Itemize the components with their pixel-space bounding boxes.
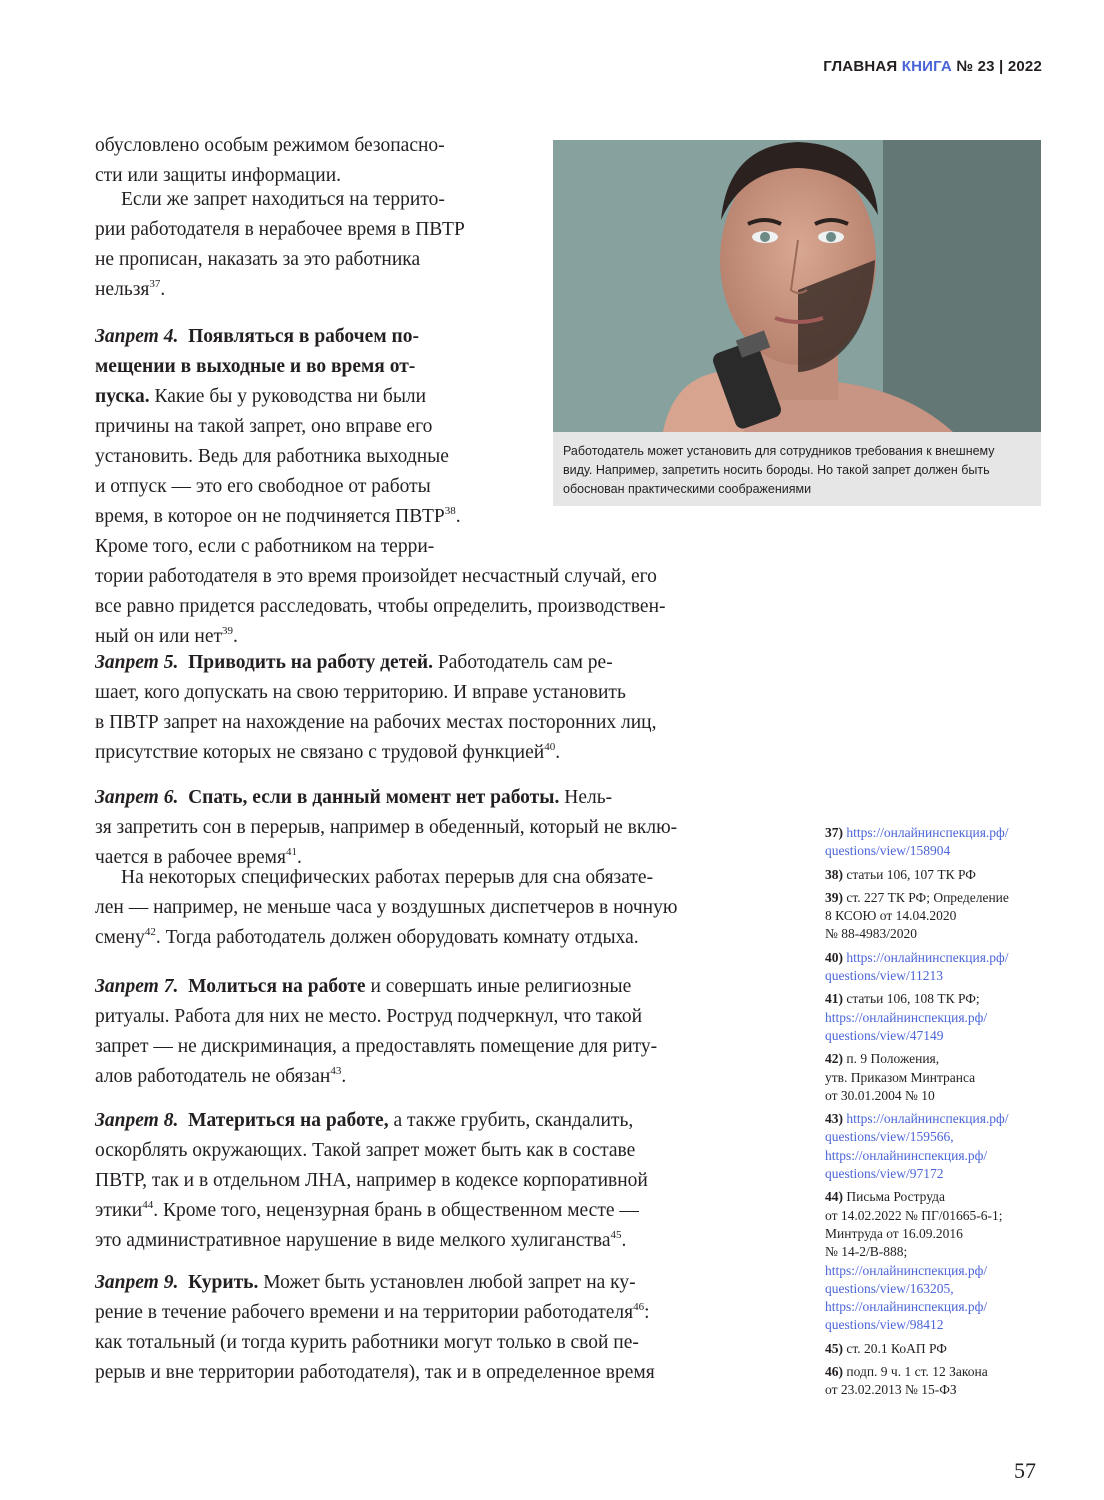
text-line: На некоторых специфических работах перерыв для сна обязате- xyxy=(121,867,654,888)
paragraph-ban-8: Запрет 8. Материться на работе, а также грубить, скандалить, оскорблять окружающих. Такой запрет может быть как в составе ПВТР, так и в отдельном ЛНА, например в кодексе корпоративной этики$^{44}$. Кроме того, нецензурная брань в общественном месте — это административное нарушение в виде мелкого хулиганства$^{45}$. xyxy=(95,1110,648,1251)
ban-title: Курить. xyxy=(188,1272,259,1293)
text-line: тории работодателя в это время произойдет несчастный случай, его xyxy=(95,566,657,587)
text-line: время, в которое он не подчиняется ПВТР xyxy=(95,506,445,527)
footnote-link[interactable]: https://онлайнинспекция.рф/ xyxy=(825,1299,988,1315)
footnote-link[interactable]: https://онлайнинспекция.рф/ xyxy=(825,1262,988,1278)
text-line: не прописан, наказать за это работника xyxy=(95,249,421,270)
text-line: зя запретить сон в перерыв, например в обеденный, который не вклю- xyxy=(95,817,678,838)
text-line: . Кроме того, нецензурная брань в общественном месте — xyxy=(153,1200,639,1221)
footnote xyxy=(825,1050,1055,1105)
text-line: рение в течение рабочего времени и на территории работодателя xyxy=(95,1302,634,1323)
footnote-number: 37) xyxy=(825,825,843,840)
footnote-ref[interactable]: 40 xyxy=(544,740,556,753)
paragraph-ban-6: Запрет 6. Спать, если в данный момент нет работы. Нель- зя запретить сон в перерыв, например в обеденный, который не вклю- чается в рабочее время$^{41}$. xyxy=(95,787,678,868)
footnote xyxy=(825,990,1055,1045)
ban-title: мещении в выходные и во время от- xyxy=(95,356,416,377)
text-line: смену xyxy=(95,927,145,948)
ban-number: Запрет 4. xyxy=(95,326,179,347)
footnote-link[interactable]: questions/view/11213 xyxy=(825,968,943,984)
footnote-text: № 88-4983/2020 xyxy=(825,926,918,942)
footnote-link[interactable]: https://онлайнинспекция.рф/ xyxy=(825,1009,988,1025)
text-line: лен — например, не меньше часа у воздушных диспетчеров в ночную xyxy=(95,897,678,918)
paragraph-security xyxy=(95,131,445,191)
text-line: Нель- xyxy=(564,787,613,808)
footnote-ref[interactable]: 39 xyxy=(222,624,233,637)
ban-title: Материться на работе, xyxy=(188,1110,389,1131)
text-line: а также грубить, скандалить, xyxy=(393,1110,634,1131)
photo-caption xyxy=(553,432,1041,506)
footnote-link[interactable]: https://онлайнинспекция.рф/ xyxy=(846,1111,1009,1127)
footnote-text: Письма Роструда xyxy=(846,1189,945,1205)
footnote-text: ст. 20.1 КоАП РФ xyxy=(846,1340,947,1356)
ban-number: Запрет 6. xyxy=(95,787,179,808)
footnote-link[interactable]: questions/view/98412 xyxy=(825,1317,944,1333)
text-line: Работодатель сам ре- xyxy=(437,652,613,673)
issue-number: № 23 | 2022 xyxy=(951,58,1042,75)
text-line: все равно придется расследовать, чтобы определить, производствен- xyxy=(95,596,666,617)
footnote-number: 43) xyxy=(825,1111,843,1127)
text-line: Если же запрет находиться на террито- xyxy=(121,189,445,210)
ban-number: Запрет 5. xyxy=(95,652,179,673)
footnote-ref[interactable]: 42 xyxy=(144,925,156,938)
text-line: Какие бы у руководства ни были xyxy=(154,386,427,407)
ban-title: Молиться на работе xyxy=(188,976,366,997)
text-line: ПВТР, так и в отдельном ЛНА, например в кодексе корпоративной xyxy=(95,1170,648,1191)
text-line: как тотальный (и тогда курить работники могут только в свой пе- xyxy=(95,1332,639,1353)
paragraph-ban-9 xyxy=(95,1268,655,1388)
footnote-ref[interactable]: 45 xyxy=(610,1228,622,1241)
text-line: нельзя xyxy=(95,279,150,300)
text-line: алов работодатель не обязан xyxy=(95,1066,331,1087)
text-line: и совершать иные религиозные xyxy=(370,976,632,997)
text-line: ритуалы. Работа для них не место. Роструд подчеркнул, что такой xyxy=(95,1006,643,1027)
footnote-text: 8 КСОЮ от 14.04.2020 xyxy=(825,908,957,924)
footnote xyxy=(825,1110,1055,1183)
caption-line: обоснован практическими соображениями xyxy=(563,482,812,496)
ban-title: Приводить на работу детей. xyxy=(188,652,434,673)
footnote xyxy=(825,866,1055,884)
footnote-number: 45) xyxy=(825,1340,843,1356)
paragraph-ban-4: Запрет 4. Появляться в рабочем по- мещении в выходные и во время от- пуска. Какие бы у руководства ни были причины на такой запрет, оно вправе его установить. Ведь для работника выходные и отпуск — это его свободное от работы время, в которое он не подчиняется ПВТР$^{38}$. Кроме того, если с работником на терри- тории работодателя в это время произойдет несчастный случай, его все равно придется расследовать, чтобы определить, производствен- ный он или нет$^{39}$. xyxy=(95,326,666,647)
caption-line: Работодатель может установить для сотрудников требования к внешнему xyxy=(563,444,995,458)
text-line: рии работодателя в нерабочее время в ПВТР xyxy=(95,219,465,240)
footnote-number: 42) xyxy=(825,1051,843,1067)
footnote xyxy=(825,949,1055,986)
footnote-ref[interactable]: 44 xyxy=(142,1198,154,1211)
page-number: 57 xyxy=(1014,1458,1036,1483)
footnote-number: 39) xyxy=(825,889,843,905)
footnote-text: статьи 106, 107 ТК РФ xyxy=(846,866,976,882)
ban-number: Запрет 9. xyxy=(95,1272,179,1293)
footnote xyxy=(825,889,1055,944)
text-line: присутствие которых не связано с трудовой функцией xyxy=(95,742,545,763)
text-line: установить. Ведь для работника выходные xyxy=(95,446,449,467)
footnote xyxy=(825,1188,1055,1334)
footnote-number: 38) xyxy=(825,866,843,882)
article-photo xyxy=(553,140,1041,432)
footnote-text: от 30.01.2004 № 10 xyxy=(825,1087,935,1103)
text-line: этики xyxy=(95,1200,143,1221)
caption-line: виду. Например, запретить носить бороды. Но такой запрет должен быть xyxy=(563,463,990,477)
running-header xyxy=(823,58,1042,75)
footnotes-column xyxy=(825,824,1055,1405)
footnote-link[interactable]: questions/view/97172 xyxy=(825,1166,944,1182)
ban-number: Запрет 8. xyxy=(95,1110,179,1131)
footnote-text: от 23.02.2013 № 15-ФЗ xyxy=(825,1382,957,1398)
bearded-man-shaving-image xyxy=(553,140,1041,432)
text-line: оскорблять окружающих. Такой запрет может быть как в составе xyxy=(95,1140,636,1161)
footnote-number: 44) xyxy=(825,1189,843,1205)
paragraph-sleep-break xyxy=(95,863,677,953)
text-line: в ПВТР запрет на нахождение на рабочих местах посторонних лиц, xyxy=(95,712,657,733)
ban-title: пуска. xyxy=(95,386,150,407)
footnote-link[interactable]: questions/view/158904 xyxy=(825,843,951,859)
footnote-text: утв. Приказом Минтранса xyxy=(825,1069,976,1085)
text-line: сти или защиты информации. xyxy=(95,165,342,186)
footnote-ref[interactable]: 38 xyxy=(444,504,456,517)
footnote-link[interactable]: https://онлайнинспекция.рф/ xyxy=(846,825,1009,840)
footnote-number: 40) xyxy=(825,949,843,965)
footnote-text: Минтруда от 16.09.2016 xyxy=(825,1225,963,1241)
ban-title: Появляться в рабочем по- xyxy=(188,326,419,347)
magazine-title: ГЛАВНАЯ xyxy=(823,58,902,75)
paragraph-offhours: Если же запрет находиться на террито- рии работодателя в нерабочее время в ПВТР не прописан, наказать за это работника нельзя$^{37}$. xyxy=(95,185,465,305)
text-line: обусловлено особым режимом безопасно- xyxy=(95,135,445,156)
footnote-number: 46) xyxy=(825,1364,843,1380)
text-line: запрет — не дискриминация, а предоставлять помещение для риту- xyxy=(95,1036,658,1057)
footnote-number: 41) xyxy=(825,991,843,1007)
text-line: . Тогда работодатель должен оборудовать комнату отдыха. xyxy=(155,927,639,948)
footnote-link[interactable]: questions/view/47149 xyxy=(825,1027,944,1043)
paragraph-ban-7: Запрет 7. Молиться на работе и совершать иные религиозные ритуалы. Работа для них не место. Роструд подчеркнул, что такой запрет — не дискриминация, а предоставлять помещение для риту- алов работодатель не обязан$^{43}$. xyxy=(95,976,658,1087)
footnote-link[interactable]: https://онлайнинспекция.рф/ xyxy=(825,1147,988,1163)
footnote-link[interactable]: questions/view/159566, xyxy=(825,1129,954,1145)
footnote-text: ст. 227 ТК РФ; Определение xyxy=(846,889,1009,905)
footnote-text: статьи 106, 108 ТК РФ; xyxy=(846,991,980,1007)
text-line: Может быть установлен любой запрет на ку- xyxy=(263,1272,636,1293)
text-line: : xyxy=(644,1302,650,1323)
text-line: чается в рабочее время xyxy=(95,847,286,868)
footnote-text: п. 9 Положения, xyxy=(846,1051,940,1067)
footnote xyxy=(825,824,1055,861)
magazine-title-brand: КНИГА xyxy=(901,58,952,75)
footnote-link[interactable]: https://онлайнинспекция.рф/ xyxy=(846,949,1009,965)
text-line: ный он или нет xyxy=(95,626,222,647)
footnote-ref[interactable]: 46 xyxy=(633,1300,645,1313)
text-line: это административное нарушение в виде мелкого хулиганства xyxy=(95,1230,611,1251)
footnote-text: от 14.02.2022 № ПГ/01665-6-1; xyxy=(825,1207,1003,1223)
footnote-link[interactable]: questions/view/163205, xyxy=(825,1280,954,1296)
footnote-text: подп. 9 ч. 1 ст. 12 Закона xyxy=(846,1364,988,1380)
footnote xyxy=(825,1340,1055,1358)
text-line: и отпуск — это его свободное от работы xyxy=(95,476,431,497)
text-line: причины на такой запрет, оно вправе его xyxy=(95,416,433,437)
text-line: Кроме того, если с работником на терри- xyxy=(95,536,435,557)
paragraph-ban-5: Запрет 5. Приводить на работу детей. Работодатель сам ре- шает, кого допускать на свою территорию. И вправе установить в ПВТР запрет на нахождение на рабочих местах посторонних лиц, присутствие которых не связано с трудовой функцией$^{40}$. xyxy=(95,652,657,763)
footnote xyxy=(825,1363,1055,1400)
footnote-ref[interactable]: 43 xyxy=(330,1064,342,1077)
text-line: шает, кого допускать на свою территорию. И вправе установить xyxy=(95,682,626,703)
ban-title: Спать, если в данный момент нет работы. xyxy=(188,787,560,808)
text-line: рерыв и вне территории работодателя), так и в определенное время xyxy=(95,1362,655,1383)
footnote-text: № 14-2/В-888; xyxy=(825,1244,908,1260)
ban-number: Запрет 7. xyxy=(95,976,179,997)
footnote-ref[interactable]: 37 xyxy=(149,277,161,290)
footnote-ref[interactable]: 41 xyxy=(285,845,297,858)
